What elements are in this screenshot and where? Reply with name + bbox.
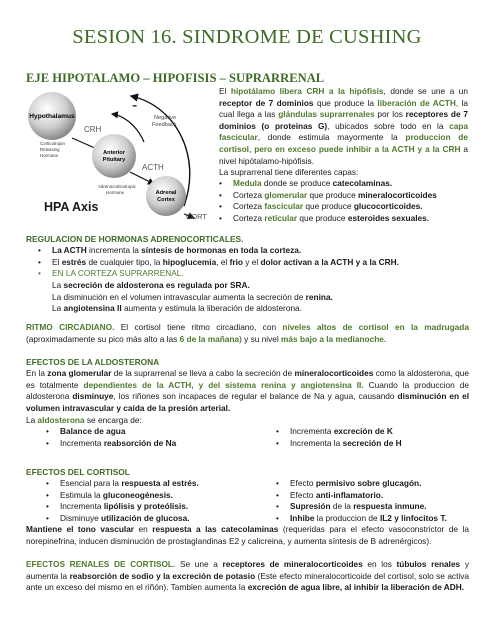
pituitary-node [92,134,136,178]
list-item: • Incrementa excreción de K [270,426,470,438]
list-item: • Supresión de la respuesta inmune. [270,501,475,513]
cortisol-paragraph: Mantiene el tono vascular en respuesta a las catecolaminas (requeridas para el efecto vasoconstrictor de la norepinefrina, inducen disminución de prostaglandinas E2 y calicreina, y aumenta síntesis de B adrenérgicos). [26,524,470,546]
svg-text:Cortex: Cortex [157,197,175,203]
adrenal-node [146,176,186,216]
layers-intro: La suprarrenal tiene diferentes capas: [219,167,359,177]
list-item: • Disminuye utilización de glucosa. [40,513,270,525]
list-item: • Corteza reticular que produce esteroides sexuales. [213,213,473,225]
aldosterone-paragraph: En la zona glomerular de la suprarrenal se lleva a cabo la secreción de mineralocorticoides como la aldosterona, que es totalmente dependientes de la ACTH, y del sistema renina y angiotensina II. Cuando la produccion de aldosterona disminuye, los riñones son incapaces de regular el balance de Na y agua, causando disminución en el volumen intravascular y caída de la presión arterial. [26,368,470,413]
regulation-list [32,245,472,280]
list-item: • Incrementa la secreción de H [270,438,470,450]
adrenal-label: Adrenal [155,190,177,196]
section-heading-aldosterone: EFECTOS DE LA ALDOSTERONA [26,357,160,367]
svg-text:Pituitary: Pituitary [102,157,126,163]
adrenal-layers-list [213,178,473,224]
list-item: • EN LA CORTEZA SUPRARRENAL. [32,268,472,280]
section-heading-regulation: REGULACION DE HORMONAS ADRENOCORTICALES. [26,234,244,244]
hypothalamus-label: Hypothalamus [29,113,75,120]
regulation-subtext: La secreción de aldosterona es regulada por SRA. La disminución en el volumen intravascular aumenta la secreción de renina. La angiotensina II aumenta y estimula la liberación de aldosterona. [52,280,333,314]
list-item: • El estrés de cualquier tipo, la hipoglucemia, el frio y el dolor activan a la ACTH y a la CRH. [32,257,472,269]
svg-text:Adrenocorticotropic: Adrenocorticotropic [98,184,136,189]
list-item: • Incrementa lipólisis y proteólisis. [40,501,270,513]
hpa-paragraph: El hipotálamo libera CRH a la hipófisis, donde se une a un receptor de 7 dominios que produce la liberación de ACTH, la cual llega a las glándulas suprarrenales por los receptores de 7 dominios (o proteinas G), ubicados sobre todo en la capa fascicular, donde estimula mayormente la produccion de cortisol, pero en exceso puede inhibir a la ACTH y a la CRH a nivel hipótalamo-hipófisis. [219,86,468,166]
cort-label: CORT [186,212,207,221]
svg-text:Releasing: Releasing [40,147,60,152]
svg-text:Hormone: Hormone [40,153,59,158]
renal-paragraph: EFECTOS RENALES DE CORTISOL. Se une a receptores de mineralocorticoides en los túbulos renales y aumenta la reabsorción de sodio y la excreción de potasio (Este efecto mineralocorticoide del cortisol, solo se activa ante un exceso del mismo en el riñón). Tambien aumenta la excreción de agua libre, al inhibir la liberación de ADH. [26,559,469,593]
cortisol-list-left [40,478,270,524]
list-item: • Estimula la gluconeogénesis. [40,490,270,502]
cortisol-list-right [270,478,475,524]
list-item: • Esencial para la respuesta al estrés. [40,478,270,490]
list-item: • La ACTH incrementa la síntesis de hormonas en toda la corteza. [32,245,472,257]
acth-arrow [130,172,154,184]
page-title: SESION 16. SINDROME DE CUSHING [72,26,422,48]
list-item: • Efecto anti-inflamatorio. [270,490,475,502]
pituitary-label: Anterior [103,150,125,156]
svg-text:Corticotropin: Corticotropin [40,141,65,146]
list-item: • Efecto permisivo sobre glucagón. [270,478,475,490]
list-item: • Corteza glomerular que produce mineralocorticoides [213,190,473,202]
aldosterone-list-left [40,426,260,449]
section-heading-hpa: EJE HIPOTALAMO – HIPOFISIS – SUPRARRENAL [26,71,325,85]
aldosterone-intro: La aldosterona se encarga de: [26,415,142,425]
circadian-paragraph: RITMO CIRCADIANO. El cortisol tiene ritmo circadiano, con niveles altos de cortisol en la madrugada (aproximadamente su pico más alto a las 6 de la mañana) y su nivel más bajo a la medianoche. [26,322,469,344]
minus-sign: - [132,97,138,114]
svg-text:Hormone: Hormone [106,190,125,195]
list-item: • Corteza fascicular que produce glucocorticoides. [213,201,473,213]
acth-label: ACTH [142,163,164,172]
list-item: • Incrementa reabsorción de Na [40,438,260,450]
list-item: • Medula donde se produce catecolaminas. [213,178,473,190]
list-item: • Balance de agua [40,426,260,438]
aldosterone-list-right [270,426,470,449]
hpa-axis-label: HPA Axis [44,200,99,214]
negative-feedback-label: Negative [154,115,177,121]
list-item: • Inhibe la produccion de IL2 y linfocitos T. [270,513,475,525]
section-heading-cortisol: EFECTOS DEL CORTISOL [26,467,130,477]
svg-text:Feedback: Feedback [152,122,177,128]
crh-label: CRH [84,125,102,134]
